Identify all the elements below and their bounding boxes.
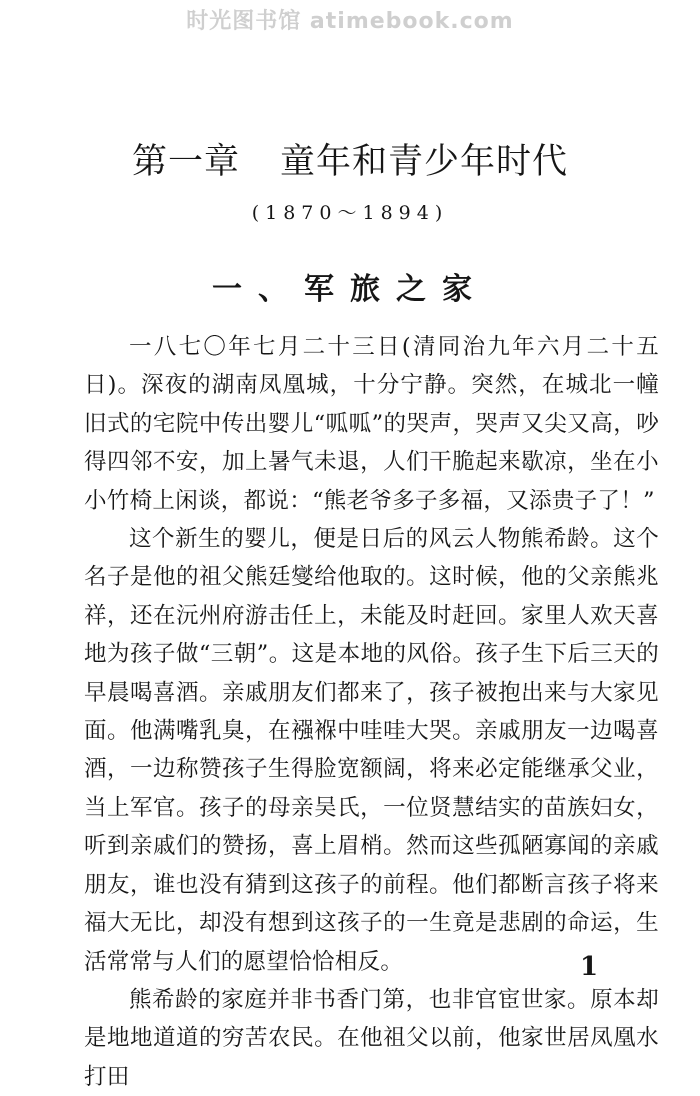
paragraph: 熊希龄的家庭并非书香门第，也非官宦世家。原本却是地地道道的穷苦农民。在他祖父以前，他家世居凤凰水打田 (84, 986, 659, 1090)
page-number: 1 (580, 952, 599, 982)
paragraph: 一八七〇年七月二十三日(清同治九年六月二十五日)。深夜的湖南凤凰城，十分宁静。突然，在城北一幢旧式的宅院中传出婴儿“呱呱”的哭声，哭声又尖又高，吵得四邻不安，加上暑气未退，人们干脆起来歇凉，坐在小小竹椅上闲谈，都说：“熊老爷多子多福，又添贵子了！” (84, 334, 659, 514)
body-text (84, 328, 659, 1096)
chapter-heading (0, 134, 700, 184)
chapter-number: 第一章 (131, 142, 240, 182)
watermark: 时光图书馆 atimebook.com (186, 9, 514, 34)
chapter-years: (1870～1894) (251, 202, 449, 224)
section-title: 一、军旅之家 (212, 272, 488, 307)
paragraph: 这个新生的婴儿，便是日后的风云人物熊希龄。这个名子是他的祖父熊廷燮给他取的。这时候，他的父亲熊兆祥，还在沅州府游击任上，未能及时赶回。家里人欢天喜地为孩子做“三朝”。这是本地的风俗。孩子生下后三天的早晨喝喜酒。亲戚朋友们都来了，孩子被抱出来与大家见面。他满嘴乳臭，在襁褓中哇哇大哭。亲戚朋友一边喝喜酒，一边称赞孩子生得脸宽额阔，将来必定能继承父业，当上军官。孩子的母亲吴氏，一位贤慧结实的苗族妇女，听到亲戚们的赞扬，喜上眉梢。然而这些孤陋寡闻的亲戚朋友，谁也没有猜到这孩子的前程。他们都断言孩子将来福大无比，却没有想到这孩子的一生竟是悲剧的命运，生活常常与人们的愿望恰恰相反。 (84, 526, 659, 975)
chapter-title: 童年和青少年时代 (280, 142, 569, 182)
